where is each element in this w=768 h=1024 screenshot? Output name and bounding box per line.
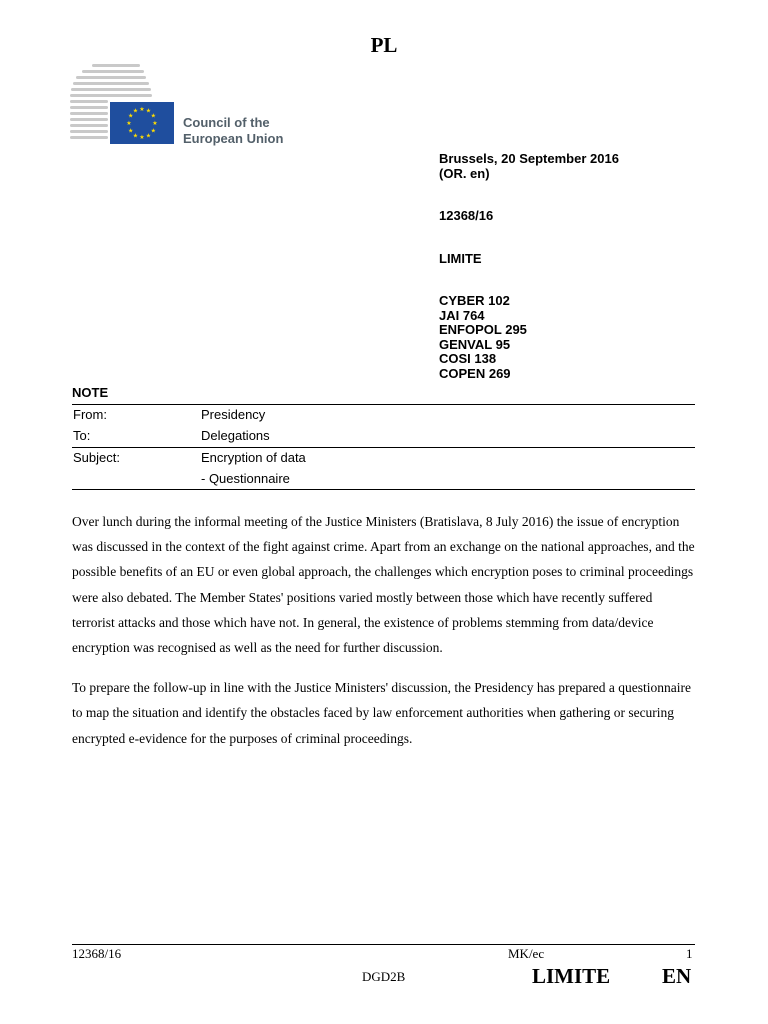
svg-text:★: ★: [150, 112, 156, 120]
code-copen: COPEN 269: [439, 365, 511, 381]
svg-text:★: ★: [150, 127, 156, 135]
svg-text:★: ★: [145, 107, 152, 115]
footer-initials: MK/ec: [508, 946, 545, 961]
institution-name: [183, 115, 283, 147]
paragraph-2: To prepare the follow-up in line with the Justice Ministers' discussion, the Presidency has prepared a questionnaire to map the situation and identify the obstacles faced by law enforcement authorities when gathering or securing encrypted e-evidence for the purposes of criminal proceedings.: [72, 680, 691, 746]
subject-top-rule: [72, 447, 695, 448]
document-date: Brussels, 20 September 2016: [439, 151, 619, 166]
footer-language: EN: [662, 964, 692, 988]
svg-text:★: ★: [126, 120, 132, 127]
svg-text:★: ★: [128, 112, 134, 120]
subject-value: Encryption of data: [201, 450, 306, 465]
svg-text:★: ★: [152, 120, 158, 127]
code-jai: JAI 764: [439, 307, 485, 323]
footer-doc-number: 12368/16: [72, 946, 122, 961]
svg-text:★: ★: [139, 106, 145, 113]
note-title: NOTE: [72, 385, 109, 400]
footer-rule: [72, 944, 695, 945]
from-label: From:: [73, 407, 107, 422]
eu-flag-icon: [110, 102, 174, 144]
code-cosi: COSI 138: [439, 351, 497, 366]
from-value: Presidency: [201, 407, 266, 422]
svg-text:★: ★: [132, 132, 139, 140]
svg-text:★: ★: [139, 134, 145, 141]
institution-name-line-1: Council of the: [183, 115, 270, 130]
to-value: Delegations: [201, 428, 270, 443]
footer-classification: LIMITE: [532, 964, 611, 988]
document-metadata: [439, 152, 619, 381]
footer-department: DGD2B: [362, 969, 406, 984]
document-number: 12368/16: [439, 208, 494, 223]
subject-value-2: - Questionnaire: [201, 471, 290, 486]
code-cyber: CYBER 102: [439, 293, 510, 308]
subject-label: Subject:: [73, 450, 120, 465]
institution-name-line-2: European Union: [183, 131, 284, 146]
svg-text:★: ★: [145, 132, 152, 140]
code-genval: GENVAL 95: [439, 336, 511, 352]
svg-text:★: ★: [132, 107, 139, 115]
code-enfopol: ENFOPOL 295: [439, 322, 527, 337]
classification: LIMITE: [439, 250, 482, 266]
footer-page-number: 1: [686, 946, 693, 961]
note-bottom-rule: [72, 489, 695, 490]
to-label: To:: [73, 428, 91, 443]
original-language: (OR. en): [439, 165, 490, 181]
svg-text:★: ★: [128, 127, 134, 135]
paragraph-1: Over lunch during the informal meeting of the Justice Ministers (Bratislava, 8 July 2016) the issue of encryption was discussed in the context of the fight against crime. Apart from an exchange on the national approaches, and the possible benefits of an EU or even global approach, the challenges which encryption poses to criminal proceedings were also debated. The Member States' positions varied mostly between those which have recently suffered terrorist attacks and those which have not. In general, the existence of problems stemming from data/device encryption was recognised as well as the need for further discussion.: [72, 514, 695, 656]
note-top-rule: [72, 404, 695, 405]
language-code: PL: [370, 33, 398, 57]
council-logo: [70, 62, 310, 152]
body-text: [72, 509, 696, 766]
